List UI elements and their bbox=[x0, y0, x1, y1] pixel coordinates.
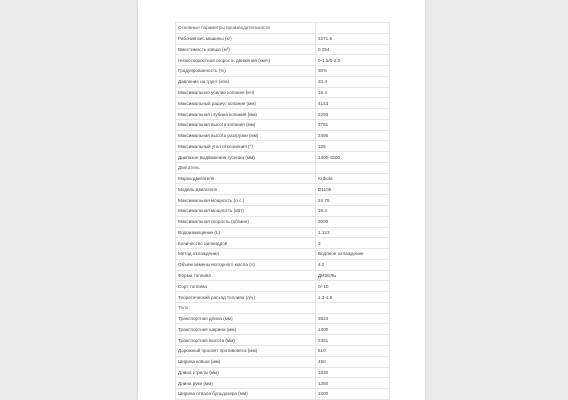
param-label: Форма топлива bbox=[176, 270, 316, 281]
param-value: 24.75 bbox=[316, 195, 390, 206]
param-label: Транспортная высота (мм) bbox=[176, 335, 316, 346]
param-value: ДИЗЕЛЬ bbox=[316, 270, 390, 281]
param-label: Градуированность (%) bbox=[176, 66, 316, 77]
table-row bbox=[176, 206, 390, 217]
param-label: Вместимость ковша (м³) bbox=[176, 44, 316, 55]
param-value: 2371.5 bbox=[316, 33, 390, 44]
table-row bbox=[176, 367, 390, 378]
param-label: Транспортная ширина (мм) bbox=[176, 324, 316, 335]
param-label: Объем замены моторного масла (л) bbox=[176, 259, 316, 270]
param-label: Максимальная скорость (об/мин) bbox=[176, 216, 316, 227]
param-label: Теоретический расход топлива (л/ч) bbox=[176, 292, 316, 303]
param-label: Максимальный угол отклонения (°) bbox=[176, 141, 316, 152]
table-row bbox=[176, 184, 390, 195]
section-header-row bbox=[176, 23, 390, 34]
param-value: 1300 bbox=[316, 324, 390, 335]
table-row bbox=[176, 141, 390, 152]
param-value: 18.4 bbox=[316, 87, 390, 98]
table-row bbox=[176, 335, 390, 346]
table-row bbox=[176, 324, 390, 335]
table-row bbox=[176, 98, 390, 109]
param-label: Ширина отвала бульдозера (мм) bbox=[176, 389, 316, 400]
param-value: 1500 bbox=[316, 389, 390, 400]
param-value: 0.054 bbox=[316, 44, 390, 55]
param-label: Максимальная высота копания (мм) bbox=[176, 119, 316, 130]
param-value: 1.123 bbox=[316, 227, 390, 238]
table-row bbox=[176, 389, 390, 400]
param-label: Метод охлаждения bbox=[176, 249, 316, 260]
table-row bbox=[176, 249, 390, 260]
param-value: 450 bbox=[316, 356, 390, 367]
param-value: 2824 bbox=[316, 313, 390, 324]
section-title-empty-cell bbox=[316, 162, 390, 173]
param-label: Рабочий вес машины (кг) bbox=[176, 33, 316, 44]
param-value: 2293 bbox=[316, 109, 390, 120]
table-row bbox=[176, 270, 390, 281]
param-value: 33.4 bbox=[316, 76, 390, 87]
param-label: Ширина ковша (мм) bbox=[176, 356, 316, 367]
param-value: Водяное охлаждение bbox=[316, 249, 390, 260]
param-value: 125 bbox=[316, 141, 390, 152]
table-row bbox=[176, 345, 390, 356]
param-value: 2496 bbox=[316, 130, 390, 141]
param-label: Диапазон выдвижения гусениц (мм) bbox=[176, 152, 316, 163]
document-page bbox=[138, 0, 425, 400]
param-value: Kubota bbox=[316, 173, 390, 184]
table-row bbox=[176, 356, 390, 367]
param-value: 2361 bbox=[316, 335, 390, 346]
param-label: Максимальная высота разгрузки (мм) bbox=[176, 130, 316, 141]
param-label: Транспортная длина (мм) bbox=[176, 313, 316, 324]
param-label: Водоизмещение (L) bbox=[176, 227, 316, 238]
section-title-empty-cell bbox=[316, 302, 390, 313]
param-label: Сорт топлива bbox=[176, 281, 316, 292]
spec-table-body bbox=[176, 23, 390, 400]
param-value: 18.2 bbox=[316, 206, 390, 217]
table-row bbox=[176, 227, 390, 238]
param-value: 1250 bbox=[316, 378, 390, 389]
table-row bbox=[176, 259, 390, 270]
section-title: Тело bbox=[176, 302, 316, 313]
table-row bbox=[176, 55, 390, 66]
table-row bbox=[176, 281, 390, 292]
section-title: Двигатель bbox=[176, 162, 316, 173]
param-label: Марка двигателя bbox=[176, 173, 316, 184]
param-value: 1.3-1.5 bbox=[316, 292, 390, 303]
param-label: Максимальный радиус копания (мм) bbox=[176, 98, 316, 109]
param-label: Давление на грунт (кпа) bbox=[176, 76, 316, 87]
section-title: Основные параметры производительности bbox=[176, 23, 316, 34]
param-value: 30% bbox=[316, 66, 390, 77]
spec-table bbox=[175, 22, 390, 400]
table-row bbox=[176, 216, 390, 227]
param-label: Максимальная глубина копания (мм) bbox=[176, 109, 316, 120]
table-row bbox=[176, 33, 390, 44]
param-value: 3 bbox=[316, 238, 390, 249]
param-label: Длина стрелы (мм) bbox=[176, 367, 316, 378]
table-row bbox=[176, 109, 390, 120]
table-row bbox=[176, 378, 390, 389]
param-value: 4143 bbox=[316, 98, 390, 109]
table-row bbox=[176, 76, 390, 87]
param-label: Дорожный просвет противовеса (мм) bbox=[176, 345, 316, 356]
param-value: 3000 bbox=[316, 216, 390, 227]
section-title-empty-cell bbox=[316, 23, 390, 34]
param-value: 0-1.5/0-2.0 bbox=[316, 55, 390, 66]
table-row bbox=[176, 195, 390, 206]
param-value: 1300-1500 bbox=[316, 152, 390, 163]
table-row bbox=[176, 173, 390, 184]
param-value: D1105 bbox=[316, 184, 390, 195]
param-label: Модель двигателя bbox=[176, 184, 316, 195]
table-row bbox=[176, 119, 390, 130]
table-row bbox=[176, 87, 390, 98]
param-label: Максимальное усилие копания (кН) bbox=[176, 87, 316, 98]
table-row bbox=[176, 152, 390, 163]
table-row bbox=[176, 292, 390, 303]
param-value: 0/-10 bbox=[316, 281, 390, 292]
table-row bbox=[176, 238, 390, 249]
param-value: 1830 bbox=[316, 367, 390, 378]
param-label: Количество цилиндров bbox=[176, 238, 316, 249]
section-header-row bbox=[176, 162, 390, 173]
param-label: Максимальная мощность (кВт) bbox=[176, 206, 316, 217]
param-label: Длина руки (мм) bbox=[176, 378, 316, 389]
param-value: 4.2 bbox=[316, 259, 390, 270]
section-header-row bbox=[176, 302, 390, 313]
table-row bbox=[176, 313, 390, 324]
param-value: 510 bbox=[316, 345, 390, 356]
param-label: Низкоскоростная скорость движения (км/ч) bbox=[176, 55, 316, 66]
table-row bbox=[176, 130, 390, 141]
table-row bbox=[176, 66, 390, 77]
param-label: Максимальная мощность (л.с.) bbox=[176, 195, 316, 206]
param-value: 3781 bbox=[316, 119, 390, 130]
table-row bbox=[176, 44, 390, 55]
